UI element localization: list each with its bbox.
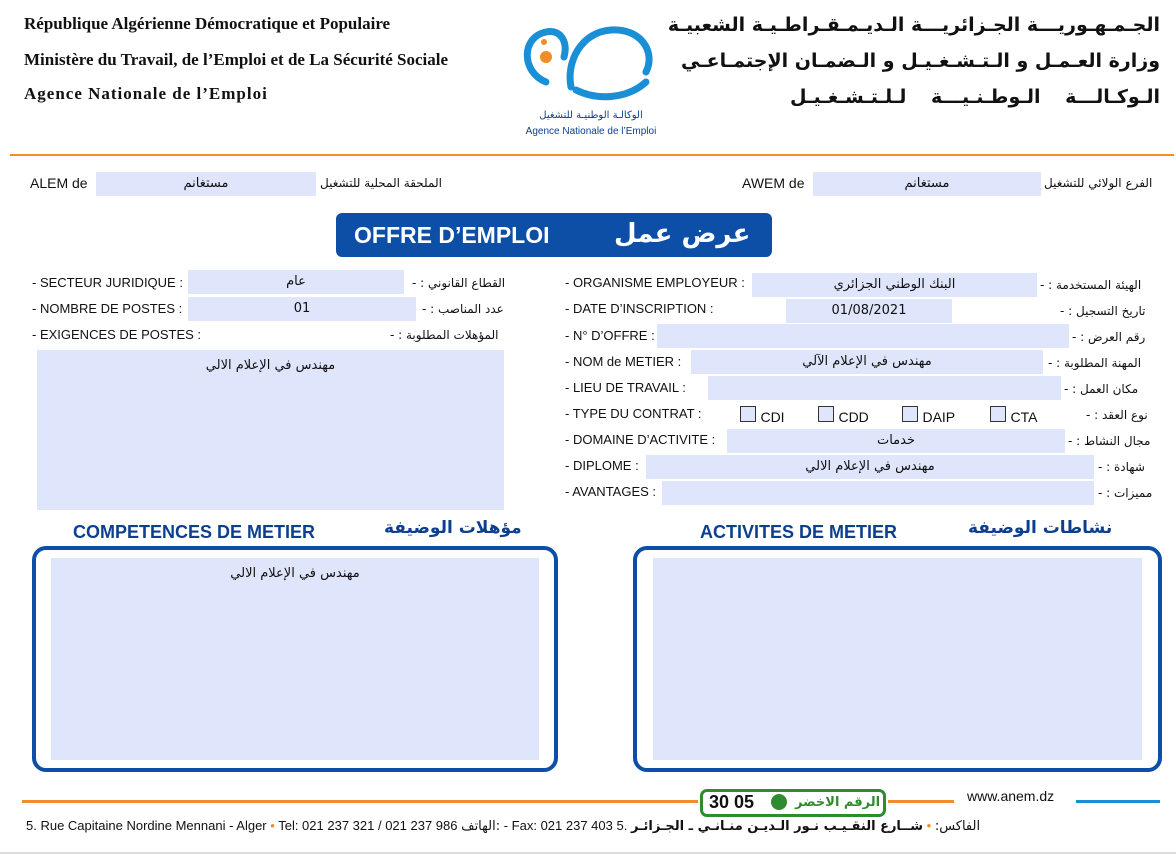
metier-field[interactable]: مهندس في الإعلام الآلي <box>691 350 1043 374</box>
header-fr-line3: Agence Nationale de l’Emploi <box>24 84 268 103</box>
competences-text: مهندس في الإعلام الالي <box>230 566 360 581</box>
footer-fax: - Fax: 021 237 403 <box>503 818 613 833</box>
date-ar-label: تاريخ التسجيل : - <box>1060 304 1146 318</box>
avantages-ar-label: مميزات : - <box>1098 486 1153 500</box>
anem-logo-icon <box>516 12 666 112</box>
date-field[interactable]: 01/08/2021 <box>786 299 952 323</box>
anem-logo <box>516 12 666 142</box>
footer-line-mid <box>888 800 954 803</box>
exigences-ar-label: المؤهلات المطلوبة : - <box>390 328 499 342</box>
footer-tel: Tel: 021 237 321 / 021 237 986 <box>278 818 458 833</box>
exigences-label: - EXIGENCES DE POSTES : <box>32 327 202 342</box>
activites-title-fr: ACTIVITES DE METIER <box>700 522 898 542</box>
contrat-ar-label: نوع العقد : - <box>1086 408 1148 422</box>
offer-title-ar: عرض عمل <box>614 219 751 249</box>
daip-checkbox[interactable] <box>902 406 918 422</box>
contrat-cdd[interactable] <box>818 406 869 427</box>
cdi-label: CDI <box>760 409 785 425</box>
offer-title-bar <box>336 213 772 257</box>
diplome-ar-label: شهادة : - <box>1098 460 1145 474</box>
postes-field[interactable]: 01 <box>188 297 416 321</box>
lieu-ar-label: مكان العمل : - <box>1064 382 1139 396</box>
footer-address-num: .5 <box>616 818 628 833</box>
domaine-field[interactable]: خدمات <box>727 429 1065 453</box>
activites-textarea[interactable] <box>653 558 1142 760</box>
contrat-label: - TYPE DU CONTRAT : <box>565 406 702 421</box>
cta-label: CTA <box>1010 409 1038 425</box>
contrat-daip[interactable] <box>902 406 955 427</box>
green-number-label: الرقم الاخضر <box>795 795 881 810</box>
date-label: - DATE D’INSCRIPTION : <box>565 301 714 316</box>
footer-address-fr: 5. Rue Capitaine Nordine Mennani - Alger <box>26 818 267 833</box>
footer-dot-2: • <box>926 818 932 833</box>
offre-field[interactable] <box>657 324 1069 348</box>
offre-ar-label: رقم العرض : - <box>1072 330 1146 344</box>
diplome-label: - DIPLOME : <box>565 458 639 473</box>
alem-ar-label: الملحقة المحلية للتشغيل <box>320 176 442 190</box>
green-number-pill <box>700 789 886 817</box>
organisme-label: - ORGANISME EMPLOYEUR : <box>565 275 745 290</box>
diplome-field[interactable]: مهندس في الإعلام الالي <box>646 455 1094 479</box>
exigences-textarea[interactable] <box>37 350 504 510</box>
lieu-field[interactable] <box>708 376 1061 400</box>
footer-fax-ar: الفاكس: <box>934 819 981 834</box>
cdd-label: CDD <box>838 409 869 425</box>
header-fr-line2: Ministère du Travail, de l’Emploi et de La Sécurité Sociale <box>24 50 449 69</box>
avantages-label: - AVANTAGES : <box>565 484 657 499</box>
footer-contact <box>26 818 980 834</box>
logo-text-ar: الوكالـة الوطنيـة للتشغيل <box>539 110 643 121</box>
awem-ar-label: الفرع الولائي للتشغيل <box>1044 176 1153 190</box>
metier-ar-label: المهنة المطلوبة : - <box>1048 356 1142 370</box>
cdd-checkbox[interactable] <box>818 406 834 422</box>
header-ar-line1: الجـمـهـوريـــة الجـزائريـــة الـديـمـقـراطـيـة الشعبيـة <box>667 14 1160 36</box>
awem-label: AWEM de <box>742 175 805 191</box>
secteur-label: - SECTEUR JURIDIQUE : <box>32 275 183 290</box>
postes-ar-label: عدد المناصب : - <box>422 302 504 316</box>
secteur-field[interactable]: عام <box>188 270 404 294</box>
contrat-cta[interactable] <box>990 406 1037 427</box>
alem-label: ALEM de <box>30 175 88 191</box>
header-ar-line2: وزارة العـمـل و الـتـشـغـيـل و الـضمـان الإجتمـاعـي <box>680 50 1160 72</box>
footer-line-right <box>1076 800 1160 803</box>
competences-textarea[interactable] <box>51 558 539 760</box>
logo-text-fr: Agence Nationale de l’Emploi <box>525 126 657 137</box>
cta-checkbox[interactable] <box>990 406 1006 422</box>
metier-label: - NOM de METIER : <box>565 354 682 369</box>
organisme-ar-label: الهيئة المستخدمة : - <box>1040 278 1142 292</box>
header-divider <box>10 154 1174 156</box>
daip-label: DAIP <box>922 409 956 425</box>
competences-title-fr: COMPETENCES DE METIER <box>73 522 316 542</box>
organisme-field[interactable]: البنك الوطني الجزائري <box>752 273 1037 297</box>
avantages-field[interactable] <box>662 481 1094 505</box>
footer-dot-1: • <box>270 818 275 833</box>
bottom-divider <box>0 852 1176 854</box>
competences-panel <box>32 546 558 772</box>
postes-label: - NOMBRE DE POSTES : <box>32 301 183 316</box>
website-link[interactable]: www.anem.dz <box>967 788 1055 804</box>
green-number: 30 05 <box>709 792 755 812</box>
awem-field[interactable]: مستغانم <box>813 172 1041 196</box>
activites-panel <box>633 546 1162 772</box>
secteur-ar-label: القطاع القانوني : - <box>412 276 506 290</box>
lieu-label: - LIEU DE TRAVAIL : <box>565 380 686 395</box>
alem-field[interactable]: مستغانم <box>96 172 316 196</box>
offer-title-fr: OFFRE D’EMPLOI <box>354 222 550 248</box>
contrat-cdi[interactable] <box>740 406 785 427</box>
footer-line-left <box>22 800 698 803</box>
exigences-text: مهندس في الإعلام الالي <box>205 358 336 373</box>
activites-title-ar: نشاطات الوضيفة <box>968 518 1113 538</box>
cdi-checkbox[interactable] <box>740 406 756 422</box>
footer-address-ar: شــارع النقـيـب نـور الـديـن منـانـي ـ الجـزائـر <box>630 819 923 834</box>
offre-label: - N° D’OFFRE : <box>565 328 655 343</box>
domaine-label: - DOMAINE D’ACTIVITE : <box>565 432 716 447</box>
whatsapp-icon <box>771 794 787 810</box>
footer-tel-ar: الهاتف: <box>461 819 501 834</box>
header-ar-line3: الـوكـالـــة الـوطـنـيـــة لـلـتـشـغـيـل <box>790 86 1160 108</box>
domaine-ar-label: مجال النشاط : - <box>1068 434 1151 448</box>
header-fr-line1: République Algérienne Démocratique et Populaire <box>24 14 391 33</box>
competences-title-ar: مؤهلات الوضيفة <box>384 518 522 538</box>
